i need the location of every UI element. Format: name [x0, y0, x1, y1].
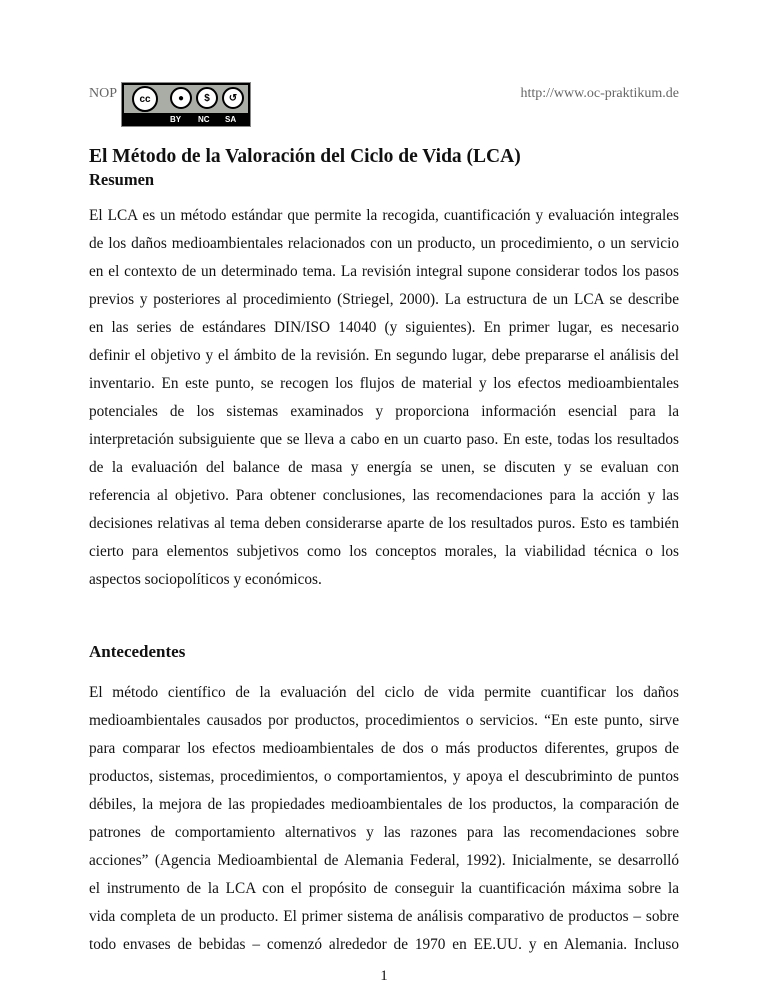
text-line: el instrumento de la LCA con el propósito de conseguir la cuantificación máxima sobre la: [89, 880, 679, 897]
by-icon: ●: [170, 87, 192, 109]
text-line: El método científico de la evaluación del ciclo de vida permite cuantificar los daños: [89, 684, 679, 701]
text-line: potenciales de los sistemas examinados y proporciona información esencial para la: [89, 403, 679, 420]
section-heading-antecedentes: Antecedentes: [89, 642, 186, 661]
text-line: débiles, la mejora de las propiedades medioambientales de los productos, la comparación de: [89, 796, 679, 813]
text-line: definir el objetivo y el ámbito de la revisión. En segundo lugar, debe prepararse el análisis del: [89, 347, 679, 364]
text-line: El LCA es un método estándar que permite la recogida, cuantificación y evaluación integrales: [89, 207, 679, 224]
text-line: acciones” (Agencia Medioambiental de Alemania Federal, 1992). Inicialmente, se desarrolló: [89, 852, 679, 869]
text-line: productos, sistemas, procedimientos, o comportamientos, y apoya el descubriminto de puntos: [89, 768, 679, 785]
text-line: interpretación subsiguiente que se lleva a cabo en un cuarto paso. En este, todas los resultados: [89, 431, 679, 448]
page-number: 1: [380, 968, 388, 984]
section-heading-resumen: Resumen: [89, 170, 155, 189]
nc-icon: $: [196, 87, 218, 109]
text-line: todo envases de bebidas – comenzó alrededor de 1970 en EE.UU. y en Alemania. Incluso: [89, 936, 679, 953]
text-line: patrones de comportamiento alternativos y las razones para las recomendaciones sobre: [89, 824, 679, 841]
text-line: de la evaluación del balance de masa y energía se unen, se discuten y se evaluan con: [89, 459, 679, 476]
text-line: medioambientales causados por productos, procedimientos o servicios. “En este punto, sirve: [89, 712, 679, 729]
text-line: de los daños medioambientales relacionados con un producto, un procedimiento, o un servicio: [89, 235, 679, 252]
paragraph-resumen: [89, 202, 679, 594]
header-left: NOP: [89, 86, 118, 101]
cc-icon: cc: [132, 86, 158, 112]
text-line: referencia al objetivo. Para obtener conclusiones, las recomendaciones para la acción y las: [89, 487, 679, 504]
document-title: El Método de la Valoración del Ciclo de Vida (LCA): [89, 146, 521, 167]
license-by: BY: [170, 115, 182, 124]
text-line: decisiones relativas al tema deben considerarse aparte de los resultados puros. Esto es también: [89, 515, 679, 532]
text-line: en el contexto de un determinado tema. La revisión integral supone considerar todos los pasos: [89, 263, 679, 280]
text-line: inventario. En este punto, se recogen los flujos de material y los efectos medioambientales: [89, 375, 679, 392]
cc-license-logo[interactable]: [121, 82, 251, 127]
header-url[interactable]: http://www.oc-praktikum.de: [520, 86, 679, 101]
text-line: aspectos sociopolíticos y económicos.: [89, 571, 322, 588]
sa-icon: ↺: [222, 87, 244, 109]
text-line: cierto para elementos subjetivos como los conceptos morales, la viabilidad técnica o los: [89, 543, 679, 560]
text-line: previos y posteriores al procedimiento (Striegel, 2000). La estructura de un LCA se describe: [89, 291, 679, 308]
text-line: vida completa de un producto. El primer sistema de análisis comparativo de productos – sobre: [89, 908, 679, 925]
text-line: en las series de estándares DIN/ISO 14040 (y siguientes). En primer lugar, es necesario: [89, 319, 679, 336]
license-nc: NC: [198, 115, 210, 124]
paragraph-antecedentes: [89, 679, 679, 959]
text-line: para comparar los efectos medioambientales de dos o más productos diferentes, grupos de: [89, 740, 679, 757]
license-sa: SA: [225, 115, 237, 124]
